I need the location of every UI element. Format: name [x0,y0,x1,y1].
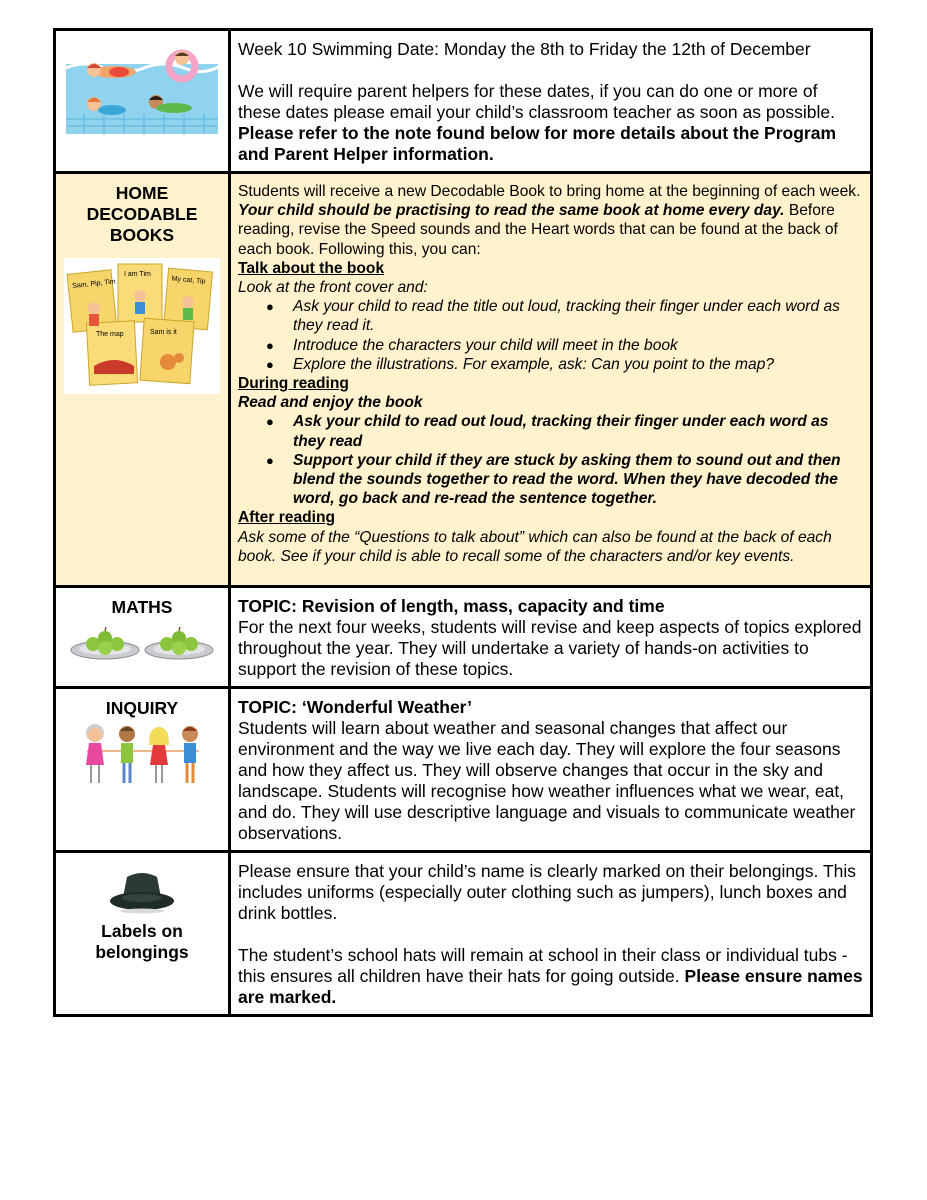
labels-left-cell [55,852,230,1016]
swimming-helpers-paragraph [238,81,863,165]
book-title-4: The map [96,331,124,338]
maths-text-cell [230,587,872,688]
decodable-intro-2: Before reading, revise the Speed sounds and the Heart words that can be found at the back of each book. Following this, you can: [238,202,838,258]
decodable-intro [238,182,863,259]
inquiry-text: Students will learn about weather and seasonal changes that affect our environment and the way we live each day. They will explore the four seasons and how they affect us. They will observe changes that occur in the sky and landscape. Students will recognise how weather influences what we wear, eat, and do. They will use descriptive language and visuals to communicate weather observations. [238,718,856,843]
decodable-books-image [64,258,220,394]
book-title-5: Sam is it [150,329,177,336]
labels-text-cell [230,852,872,1016]
bucket-hat-icon [107,869,177,915]
after-reading-text: Ask some of the “Questions to talk about” which can also be found at the back of each book. See if your child is able to recall some of the characters and/or key events. [238,528,832,565]
decodable-books-left-cell [55,173,230,587]
after-reading-heading: After reading [238,509,336,527]
children-holding-hands-icon [77,721,207,787]
talk-about-intro: Look at the front cover and: [238,279,428,297]
newsletter-table [53,28,873,1017]
maths-text: For the next four weeks, students will revise and keep aspects of topics explored throughout the year. They will undertake a variety of hands-on activities to support the revision of these topics. [238,617,862,679]
labels-text-1: Please ensure that your child’s name is clearly marked on their belongings. This includes uniforms (especially outer clothing such as jumpers), lunch boxes and drink bottles. [238,861,857,923]
talk-about-list [238,297,863,374]
book-title-1: Sam, Pip, Tim [72,278,117,290]
book-title-3: My cat, Tip [171,275,206,286]
book-title-2: I am Tim [124,271,151,278]
list-item: ● Ask your child to read the title out loud, tracking their finger under each word as they read it. [293,297,863,335]
labels-row [55,852,872,1016]
during-reading-intro: Read and enjoy the book [238,394,423,412]
inquiry-heading: INQUIRY [105,698,179,718]
list-item: ● Ask your child to read out loud, tracking their finger under each word as they read [293,412,863,450]
labels-text-2: The student’s school hats will remain at school in their class or individual tubs - this ensures all children have their hats for going outside. [238,945,848,986]
swimming-helpers-text: We will require parent helpers for these dates, if you can do one or more of these dates please email your child’s classroom teacher as soon as possible. [238,81,835,122]
list-item: ● Introduce the characters your child will meet in the book [293,336,863,355]
kids-swimming-icon [64,44,220,136]
swimming-image-cell [55,30,230,173]
inquiry-text-cell [230,688,872,852]
inquiry-row [55,688,872,852]
inquiry-topic: TOPIC: ‘Wonderful Weather’ [238,697,473,717]
swimming-row [55,30,872,173]
maths-row [55,587,872,688]
labels-heading: Labels on belongings [95,921,189,962]
maths-heading: MATHS [111,597,173,617]
labels-text-2-paragraph [238,945,863,1008]
swimming-date: Week 10 Swimming Date: Monday the 8th to Friday the 12th of December [238,39,811,59]
decodable-books-row [55,173,872,587]
decodable-intro-emphasis: Your child should be practising to read the same book at home every day. [238,202,785,220]
inquiry-left-cell [55,688,230,852]
labels-note: Please ensure names are marked. [238,966,863,1007]
swimming-helpers-note: Please refer to the note found below for more details about the Program and Parent Helper information. [238,123,837,164]
during-reading-list [238,412,863,508]
list-item: ● Support your child if they are stuck by asking them to sound out and then blend the sounds together to read the word. When they have decoded the word, go back and re-read the sentence together. [293,451,863,509]
decodable-books-heading: HOME DECODABLE BOOKS [86,183,198,245]
maths-left-cell [55,587,230,688]
talk-about-heading: Talk about the book [238,259,385,277]
swimming-text-cell [230,30,872,173]
list-item: ● Explore the illustrations. For example, ask: Can you point to the map? [293,355,863,374]
decodable-intro-1: Students will receive a new Decodable Book to bring home at the beginning of each week. [238,183,861,200]
decodable-books-text-cell [230,173,872,587]
apples-on-plates-icon [69,622,215,662]
during-reading-heading: During reading [238,375,349,393]
maths-topic: TOPIC: Revision of length, mass, capacity and time [238,596,665,616]
